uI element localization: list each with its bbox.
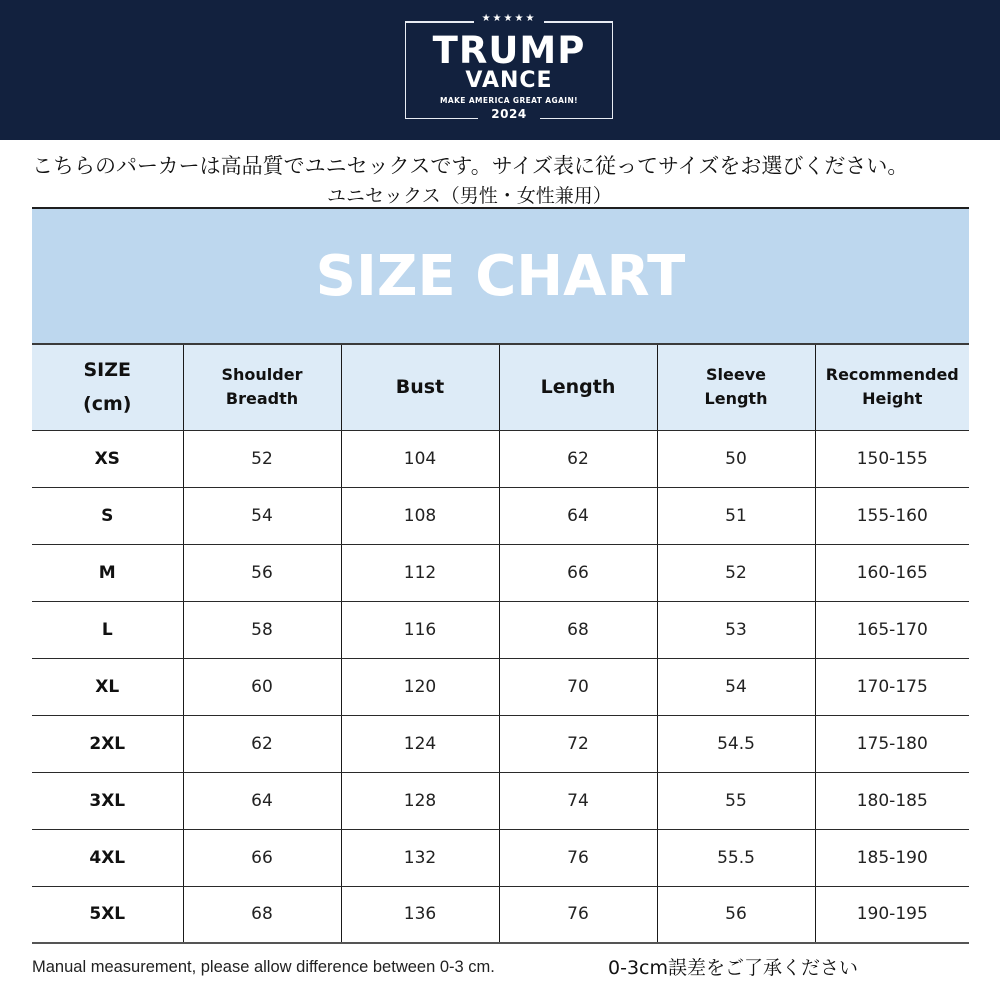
shoulder-value: 68 — [183, 886, 341, 943]
length-value: 68 — [499, 601, 657, 658]
height-value: 175-180 — [815, 715, 969, 772]
height-value: 180-185 — [815, 772, 969, 829]
height-value: 165-170 — [815, 601, 969, 658]
shoulder-value: 52 — [183, 430, 341, 487]
size-chart — [32, 207, 969, 944]
height-value: 185-190 — [815, 829, 969, 886]
measurement-note-jp: 0-3cm誤差をご了承ください — [608, 957, 858, 979]
height-value: 150-155 — [815, 430, 969, 487]
sleeve-value: 55 — [657, 772, 815, 829]
length-value: 76 — [499, 886, 657, 943]
sleeve-value: 54 — [657, 658, 815, 715]
table-row — [32, 430, 969, 487]
sleeve-value: 50 — [657, 430, 815, 487]
size-chart-title: SIZE CHART — [315, 243, 686, 309]
height-value: 170-175 — [815, 658, 969, 715]
sleeve-value: 52 — [657, 544, 815, 601]
size-chart-title-band — [32, 209, 969, 343]
length-value: 62 — [499, 430, 657, 487]
logo-slogan: MAKE AMERICA GREAT AGAIN! — [440, 96, 578, 105]
height-value: 155-160 — [815, 487, 969, 544]
table-row — [32, 544, 969, 601]
sleeve-value: 54.5 — [657, 715, 815, 772]
length-value: 64 — [499, 487, 657, 544]
table-row — [32, 715, 969, 772]
shoulder-value: 54 — [183, 487, 341, 544]
sleeve-value: 51 — [657, 487, 815, 544]
length-value: 76 — [499, 829, 657, 886]
bust-value: 108 — [341, 487, 499, 544]
size-label: 3XL — [32, 772, 183, 829]
trump-vance-logo — [405, 13, 613, 121]
height-value: 190-195 — [815, 886, 969, 943]
column-header-recommended-height: Recommended Height — [815, 344, 969, 430]
shoulder-value: 56 — [183, 544, 341, 601]
bust-value: 112 — [341, 544, 499, 601]
sleeve-value: 55.5 — [657, 829, 815, 886]
table-row — [32, 601, 969, 658]
bust-value: 104 — [341, 430, 499, 487]
table-header-row — [32, 344, 969, 430]
logo-year: 2024 — [491, 107, 527, 121]
column-header-shoulder-breadth: Shoulder Breadth — [183, 344, 341, 430]
size-label: M — [32, 544, 183, 601]
shoulder-value: 62 — [183, 715, 341, 772]
unisex-note: ユニセックス（男性・女性兼用） — [327, 185, 612, 207]
shoulder-value: 60 — [183, 658, 341, 715]
height-value: 160-165 — [815, 544, 969, 601]
size-label: L — [32, 601, 183, 658]
measurement-note: Manual measurement, please allow difference between 0-3 cm. — [32, 958, 495, 976]
column-header-bust: Bust — [341, 344, 499, 430]
bust-value: 124 — [341, 715, 499, 772]
bust-value: 132 — [341, 829, 499, 886]
length-value: 70 — [499, 658, 657, 715]
campaign-banner — [0, 0, 1000, 140]
bust-value: 116 — [341, 601, 499, 658]
size-label: 2XL — [32, 715, 183, 772]
size-label: 4XL — [32, 829, 183, 886]
column-header-sleeve-length: Sleeve Length — [657, 344, 815, 430]
intro-text: こちらのパーカーは高品質でユニセックスです。サイズ表に従ってサイズをお選びください。 — [32, 154, 909, 178]
size-label: XL — [32, 658, 183, 715]
table-row — [32, 658, 969, 715]
logo-line-vance: VANCE — [465, 68, 553, 93]
shoulder-value: 64 — [183, 772, 341, 829]
shoulder-value: 66 — [183, 829, 341, 886]
size-label: 5XL — [32, 886, 183, 943]
table-row — [32, 772, 969, 829]
bust-value: 120 — [341, 658, 499, 715]
stars-icon: ★★★★★ — [481, 13, 537, 24]
column-header-size: SIZE (cm) — [32, 344, 183, 430]
length-value: 74 — [499, 772, 657, 829]
bust-value: 136 — [341, 886, 499, 943]
sleeve-value: 56 — [657, 886, 815, 943]
logo-line-trump: TRUMP — [432, 29, 586, 72]
size-table — [32, 343, 969, 944]
column-header-length: Length — [499, 344, 657, 430]
size-label: S — [32, 487, 183, 544]
shoulder-value: 58 — [183, 601, 341, 658]
table-row — [32, 886, 969, 943]
sleeve-value: 53 — [657, 601, 815, 658]
table-row — [32, 829, 969, 886]
length-value: 66 — [499, 544, 657, 601]
table-row — [32, 487, 969, 544]
bust-value: 128 — [341, 772, 499, 829]
size-label: XS — [32, 430, 183, 487]
length-value: 72 — [499, 715, 657, 772]
